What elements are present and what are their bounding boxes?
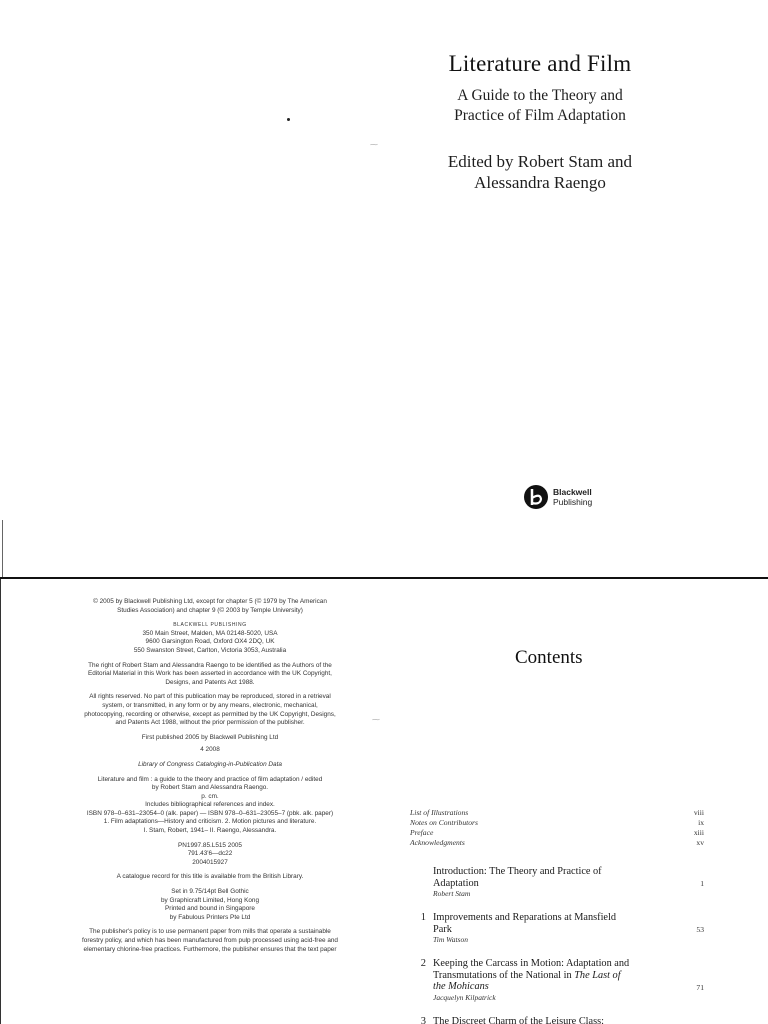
- page-divider: [0, 577, 768, 579]
- scan-smudge: ⁓: [372, 715, 380, 724]
- publisher-name-line: Publishing: [553, 496, 593, 507]
- page-edge: [2, 520, 3, 577]
- entry-label: Acknowledgments: [410, 838, 465, 847]
- copyright-page: [40, 598, 380, 960]
- chapter-page: 1: [700, 879, 704, 888]
- chapter-number: 1: [420, 912, 426, 923]
- entry-label: Notes on Contributors: [410, 818, 478, 827]
- chapter-title: [433, 866, 685, 899]
- title-italic-text: the Mohicans: [433, 981, 489, 992]
- chapter-author: Tim Watson: [433, 935, 468, 944]
- text-line: 9600 Garsington Road, Oxford OX4 2DQ, UK: [145, 638, 275, 646]
- chapter-title-line: The Discreet Charm of the Leisure Class:: [433, 1016, 604, 1024]
- entry-label: List of Illustrations: [410, 808, 469, 817]
- text-line: BLACKWELL PUBLISHING: [173, 622, 247, 629]
- ink-speck: [287, 118, 290, 121]
- subtitle-line: A Guide to the Theory and: [457, 87, 623, 104]
- chapter-title: [433, 912, 685, 945]
- chapter-title-line: Improvements and Reparations at Mansfield: [433, 912, 617, 923]
- text-line: by Robert Stam and Alessandra Raengo.: [151, 784, 269, 792]
- chapter-title: [433, 958, 685, 1003]
- book-subtitle: [300, 86, 768, 126]
- text-line: Editorial Material in this Work has been asserted in accordance with the UK Copyright,: [88, 670, 332, 678]
- text-line: ISBN 978–0–631–23054–0 (alk. paper) — ISBN 978–0–631–23055–7 (pbk. alk. paper): [86, 809, 334, 817]
- list-item: [410, 838, 710, 848]
- chapter-entry-1: [410, 912, 710, 952]
- entry-page: viii: [693, 808, 704, 817]
- book-title: Literature and Film: [448, 51, 632, 76]
- call-numbers: [40, 842, 380, 868]
- text-line: First published 2005 by Blackwell Publishing Ltd: [141, 733, 279, 741]
- chapter-number: 3: [420, 1016, 426, 1024]
- book-editors: [300, 151, 768, 193]
- text-line: photocopying, recording or otherwise, except as permitted by the UK Copyright, Designs,: [84, 710, 336, 718]
- text-line: PN1997.85.L515 2005: [178, 841, 242, 849]
- text-line: 550 Swanston Street, Carlton, Victoria 3053, Australia: [133, 646, 287, 654]
- chapter-title-line: Introduction: The Theory and Practice of: [433, 866, 602, 877]
- chapter-page: 71: [696, 983, 704, 992]
- text-line: 2004015927: [192, 858, 228, 866]
- blackwell-logo-icon: [523, 484, 549, 510]
- text-line: Studies Association) and chapter 9 (© 2003 by Temple University): [117, 606, 303, 614]
- text-line: forestry policy, and which has been manufactured from pulp processed using acid-free and: [81, 937, 338, 944]
- text-line: Includes bibliographical references and index.: [145, 801, 275, 809]
- text-line: Set in 9.75/14pt Bell Gothic: [171, 888, 249, 896]
- text-line: All rights reserved. No part of this publication may be reproduced, stored in a retrieval: [89, 693, 331, 701]
- publication-history: [40, 734, 380, 755]
- contents-heading: Contents: [515, 647, 583, 668]
- text-line: and Patents Act 1988, without the prior permission of the publisher.: [115, 719, 305, 727]
- text-line: © 2005 by Blackwell Publishing Ltd, except for chapter 5 (© 1979 by The American: [93, 598, 327, 605]
- moral-rights: [40, 662, 380, 688]
- list-item: [410, 808, 710, 818]
- text-line: elementary chlorine-free practices. Furthermore, the publisher ensures that the text paper: [83, 945, 337, 953]
- chapter-entry-2: [410, 958, 710, 1010]
- subtitle-line: Practice of Film Adaptation: [454, 107, 626, 124]
- list-item: [410, 828, 710, 838]
- publisher-addresses: [40, 621, 380, 655]
- printing-info: [40, 888, 380, 922]
- publisher-name: [553, 488, 592, 507]
- entry-page: xiii: [693, 828, 704, 837]
- list-item: [410, 818, 710, 828]
- chapter-title-line: [433, 970, 685, 982]
- cip-data: [40, 776, 380, 836]
- front-matter-list: [410, 808, 710, 848]
- editors-line: Edited by Robert Stam and: [447, 152, 633, 171]
- chapter-title-line: Park: [433, 923, 452, 935]
- catalogue-record: A catalogue record for this title is available from the British Library.: [116, 873, 304, 881]
- copyright-notice: [40, 598, 380, 615]
- chapter-page: 53: [696, 925, 704, 934]
- scan-smudge: ⁓: [370, 140, 378, 149]
- publisher-name-line: Blackwell: [553, 487, 592, 497]
- chapter-title-line: Keeping the Carcass in Motion: Adaptation and: [433, 958, 630, 969]
- chapter-title: [433, 1016, 685, 1024]
- text-line: The publisher's policy is to use permanent paper from mills that operate a sustainable: [89, 928, 331, 936]
- text-line: 791.43'6—dc22: [187, 850, 233, 858]
- page-edge: [0, 579, 1, 1024]
- chapter-number: 2: [420, 958, 426, 969]
- text-line: 4 2008: [200, 746, 220, 754]
- text-line: 1. Film adaptations—History and criticism. 2. Motion pictures and literature.: [103, 818, 317, 826]
- entry-page: xv: [696, 838, 704, 847]
- text-line: system, or transmitted, in any form or by any means, electronic, mechanical,: [102, 701, 318, 709]
- entry-page: ix: [698, 818, 704, 827]
- chapter-entry-3: [410, 1016, 710, 1024]
- text-line: I. Stam, Robert, 1941– II. Raengo, Alessandra.: [143, 827, 277, 835]
- chapter-author: Robert Stam: [433, 889, 471, 898]
- chapter-author: Jacquelyn Kilpatrick: [433, 992, 496, 1002]
- editors-line: Alessandra Raengo: [474, 173, 606, 192]
- text-line: by Graphicraft Limited, Hong Kong: [160, 896, 260, 904]
- chapter-entry-introduction: [410, 866, 710, 906]
- paper-policy: [40, 928, 380, 954]
- text-line: Printed and bound in Singapore: [165, 905, 255, 913]
- text-line: Literature and film : a guide to the theory and practice of film adaptation / edited: [97, 775, 323, 783]
- chapter-title-line: [433, 981, 685, 993]
- text-line: Designs, and Patents Act 1988.: [165, 678, 255, 686]
- chapter-title-line: Adaptation: [433, 877, 479, 889]
- title-italic-text: The Last of: [574, 969, 621, 981]
- title-text: Transmutations of the National in: [433, 969, 572, 981]
- cip-heading: Library of Congress Cataloging-in-Publication Data: [138, 760, 282, 768]
- text-line: The right of Robert Stam and Alessandra Raengo to be identified as the Authors of the: [88, 661, 332, 669]
- publisher-logo: [523, 484, 643, 510]
- text-line: by Fabulous Printers Pte Ltd: [169, 913, 251, 921]
- entry-label: Preface: [410, 828, 434, 837]
- text-line: 350 Main Street, Malden, MA 02148-5020, USA: [142, 629, 278, 637]
- text-line: p. cm.: [201, 792, 219, 800]
- rights-reserved: [40, 693, 380, 727]
